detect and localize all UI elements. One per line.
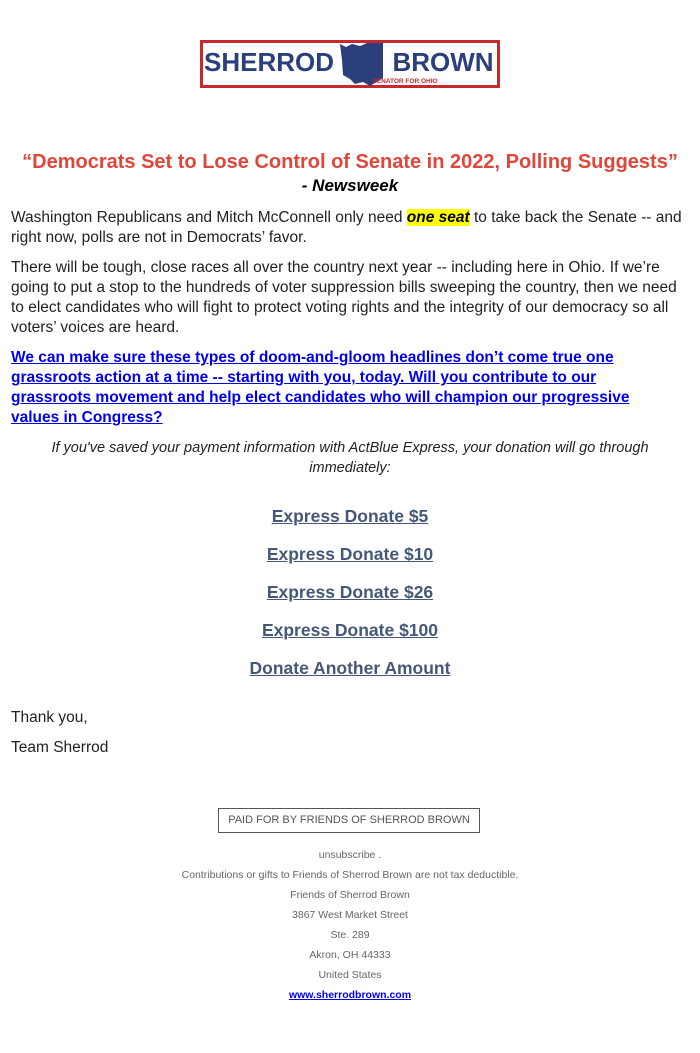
website-link[interactable]: www.sherrodbrown.com <box>288 989 412 1001</box>
body-paragraph: There will be tough, close races all over the country next year -- including here in Ohio. If we’re going to put a stop to the hundreds of voter suppression bills sweeping the country, then we need to elect candidates who will fight to protect voting rights and the integrity of our democracy so all voters’ voices are heard. <box>11 259 677 336</box>
logo-right-text: BROWN <box>392 47 494 77</box>
footer-website-row <box>0 988 700 1002</box>
signoff-team: Team Sherrod <box>11 739 109 756</box>
contribute-cta-link[interactable]: We can make sure these types of doom-and-gloom headlines don’t come true one grassroots action at a time -- starting with you, today. Will you contribute to our grassroots movement and help elect candidates who will champion our progressive values in Congress? <box>11 349 630 426</box>
actblue-express-note: If you've saved your payment information with ActBlue Express, your donation will go through immediately: <box>51 440 649 476</box>
logo-tagline: SENATOR FOR OHIO <box>372 78 438 85</box>
paid-by-disclaimer-box: PAID FOR BY FRIENDS OF SHERROD BROWN <box>218 808 480 833</box>
express-donate-10-button[interactable]: Express Donate $10 <box>266 544 434 564</box>
donate-row-26 <box>0 581 700 603</box>
unsubscribe-link[interactable]: unsubscribe . <box>318 849 382 861</box>
footer-street: 3867 West Market Street <box>292 909 408 921</box>
intro-paragraph <box>11 208 691 248</box>
sherrod-brown-logo <box>200 40 500 88</box>
express-donate-5-button[interactable]: Express Donate $5 <box>271 506 429 526</box>
headline-attribution: - Newsweek <box>301 176 399 195</box>
logo-left-text: SHERROD <box>203 47 335 77</box>
intro-text-start: Washington Republicans and Mitch McConnell only need <box>11 209 407 226</box>
donate-another-amount-button[interactable]: Donate Another Amount <box>249 658 451 678</box>
footer-city: Akron, OH 44333 <box>309 949 391 961</box>
donate-row-5 <box>0 505 700 527</box>
donate-row-100 <box>0 619 700 641</box>
headline-quote: “Democrats Set to Lose Control of Senate in 2022, Polling Suggests” <box>22 151 678 173</box>
highlight-one-seat: one seat <box>406 209 470 226</box>
donate-row-other <box>0 657 700 679</box>
footer-org-name: Friends of Sherrod Brown <box>290 889 410 901</box>
signoff-thank-you: Thank you, <box>11 709 88 726</box>
express-donate-26-button[interactable]: Express Donate $26 <box>266 582 434 602</box>
intro-text-end: to take back the Senate -- and right now, polls are not in Democrats’ favor. <box>11 209 682 246</box>
express-donate-100-button[interactable]: Express Donate $100 <box>261 620 439 640</box>
donate-row-10 <box>0 543 700 565</box>
footer-country: United States <box>318 969 382 981</box>
tax-disclaimer: Contributions or gifts to Friends of Sherrod Brown are not tax deductible. <box>181 869 519 881</box>
footer-suite: Ste. 289 <box>330 929 370 941</box>
